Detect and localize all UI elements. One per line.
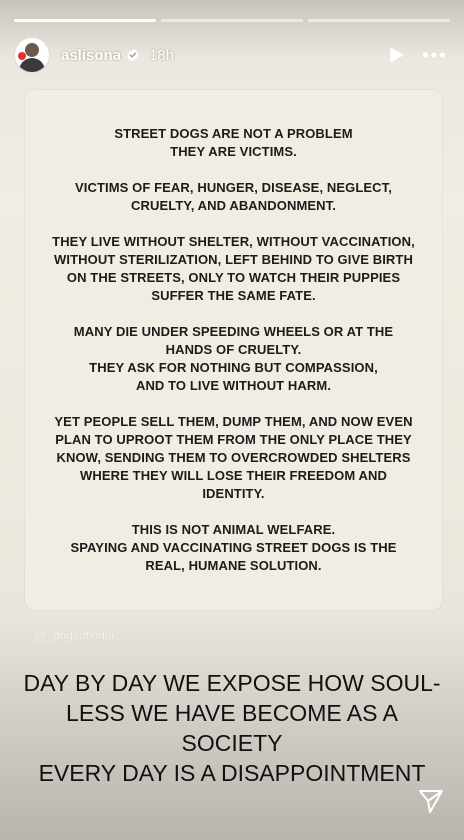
card-paragraph-2: VICTIMS OF FEAR, HUNGER, DISEASE, NEGLECT, CRUELTY, AND ABANDONMENT. bbox=[75, 180, 392, 213]
card-paragraph-4: MANY DIE UNDER SPEEDING WHEELS OR AT THE HANDS OF CRUELTY. THEY ASK FOR NOTHING BUT COMPASSION, AND TO LIVE WITHOUT HARM. bbox=[73, 324, 394, 393]
story-caption: DAY BY DAY WE EXPOSE HOW SOUL- LESS WE HAVE BECOME AS A SOCIETY EVERY DAY IS A DISAPPOINTMENT bbox=[23, 670, 441, 786]
progress-segment-2 bbox=[161, 19, 303, 22]
username[interactable]: aslisona bbox=[61, 46, 122, 64]
post-time: 18h bbox=[149, 46, 175, 64]
avatar[interactable] bbox=[14, 37, 50, 73]
story-header bbox=[14, 36, 450, 74]
card-paragraph-6: THIS IS NOT ANIMAL WELFARE. SPAYING AND VACCINATING STREET DOGS IS THE REAL, HUMANE SOLUTION. bbox=[70, 522, 397, 573]
story-progress bbox=[14, 19, 450, 22]
play-button[interactable] bbox=[380, 39, 412, 71]
verified-badge-icon bbox=[126, 48, 140, 62]
send-icon[interactable] bbox=[418, 788, 444, 814]
story-text-card bbox=[25, 90, 442, 610]
card-text bbox=[49, 125, 419, 575]
more-options-button[interactable] bbox=[418, 39, 450, 71]
card-paragraph-1: STREET DOGS ARE NOT A PROBLEM THEY ARE VICTIMS. bbox=[114, 126, 353, 159]
card-paragraph-5: YET PEOPLE SELL THEM, DUMP THEM, AND NOW EVEN PLAN TO UPROOT THEM FROM THE ONLY PLACE THEY KNOW, SENDING THEM TO OVERCROWDED SHELTERS WHERE THEY WILL LOSE THEIR FREEDOM AND IDENTITY. bbox=[54, 414, 413, 501]
play-icon bbox=[386, 45, 406, 65]
progress-segment-3 bbox=[308, 19, 450, 22]
progress-fill-1 bbox=[14, 19, 156, 22]
progress-segment-1 bbox=[14, 19, 156, 22]
more-options-icon bbox=[422, 51, 446, 59]
source-watermark: @_dogsofindia bbox=[34, 628, 115, 642]
card-paragraph-3: THEY LIVE WITHOUT SHELTER, WITHOUT VACCINATION, WITHOUT STERILIZATION, LEFT BEHIND TO GIVE BIRTH ON THE STREETS, ONLY TO WATCH THEIR PUPPIES SUFFER THE SAME FATE. bbox=[52, 234, 415, 303]
